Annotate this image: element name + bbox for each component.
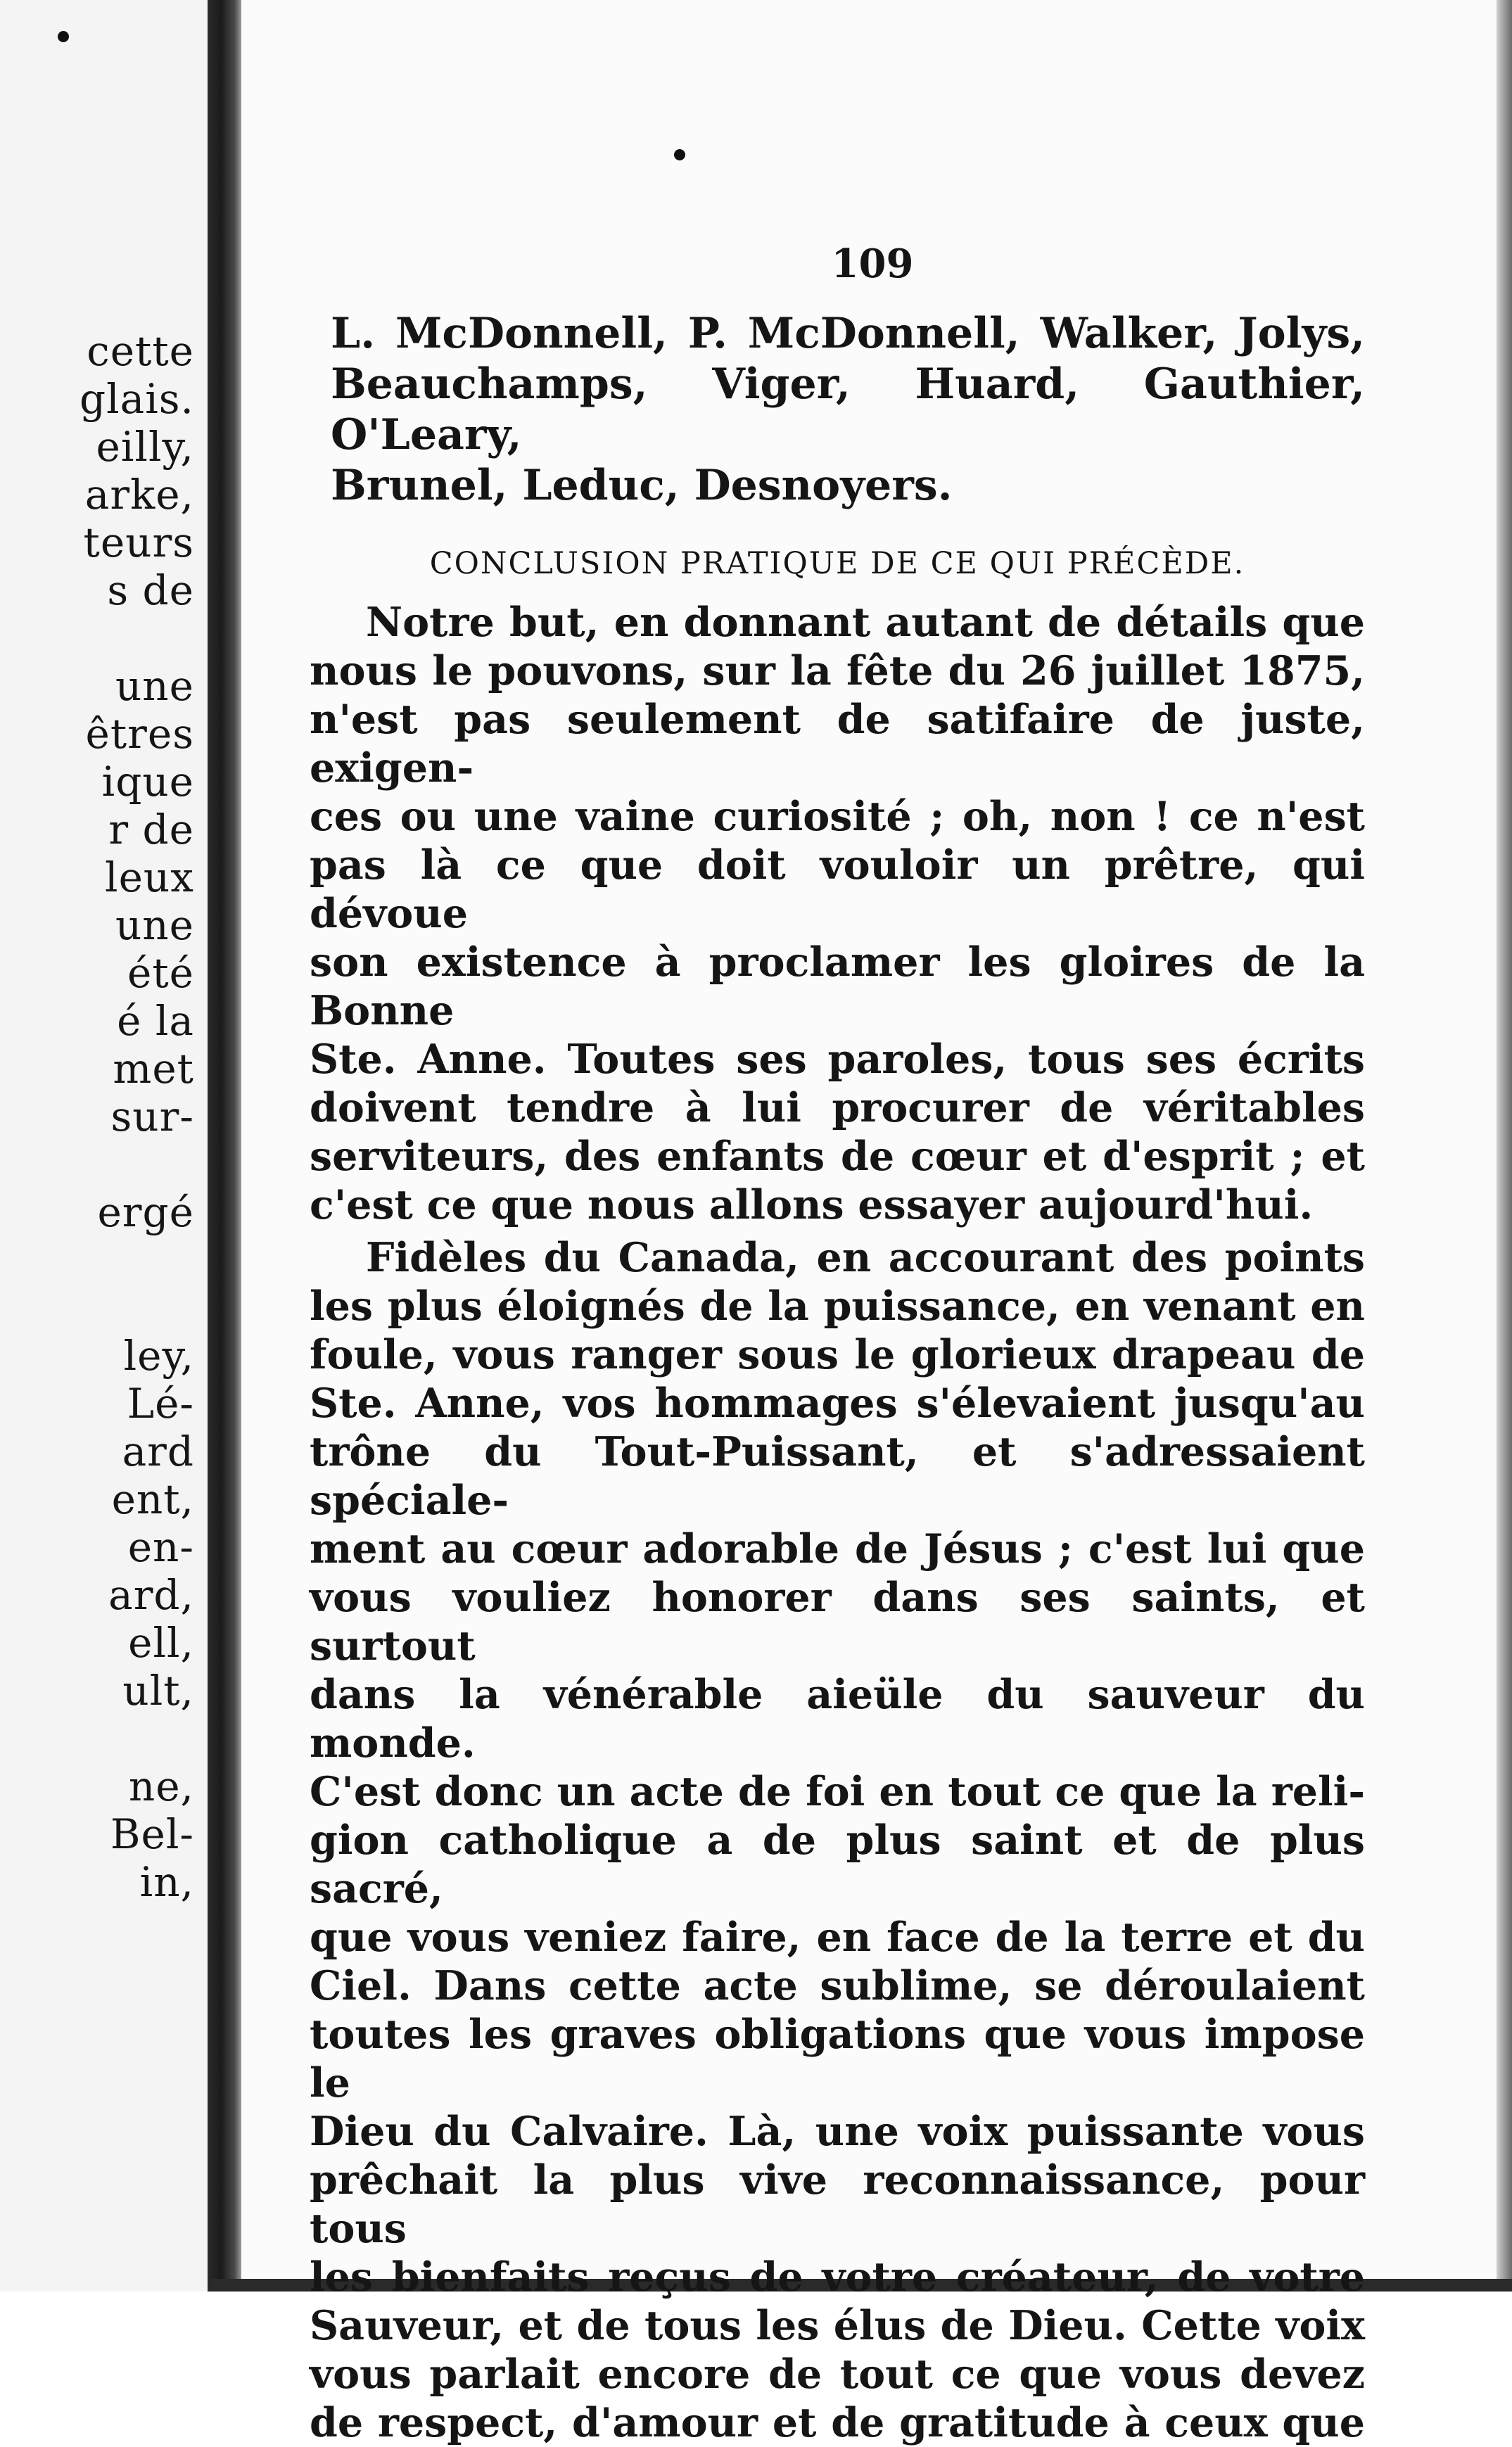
text-line: vous vouliez honorer dans ses saints, et surtout bbox=[310, 1574, 1365, 1670]
left-page-line: cette bbox=[87, 327, 194, 375]
left-page-line: in, bbox=[139, 1858, 194, 1906]
left-page-line: en- bbox=[127, 1523, 194, 1571]
left-page-line: ne, bbox=[128, 1762, 194, 1810]
left-page-line: é la bbox=[117, 997, 194, 1045]
text-line: foule, vous ranger sous le glorieux drapeau de bbox=[310, 1331, 1365, 1378]
text-line: prêchait la plus vive reconnaissance, pour tous bbox=[310, 2156, 1365, 2252]
left-page-line: été bbox=[127, 949, 194, 997]
left-page-line: ard, bbox=[108, 1571, 194, 1619]
book-gutter bbox=[208, 0, 241, 2292]
left-page-line: une bbox=[115, 901, 194, 949]
left-page-line: r de bbox=[108, 806, 194, 853]
text-line: que vous veniez faire, en face de la terre et du bbox=[310, 1914, 1365, 1961]
page-right-edge bbox=[1497, 0, 1512, 2292]
left-page-line: ique bbox=[101, 758, 194, 806]
left-page-line: êtres bbox=[85, 710, 194, 758]
text-line: C'est donc un acte de foi en tout ce que la reli- bbox=[310, 1768, 1365, 1815]
text-line: Dieu du Calvaire. Là, une voix puissante vous bbox=[310, 2108, 1365, 2155]
names-line: Beauchamps, Viger, Huard, Gauthier, O'Leary, bbox=[331, 360, 1365, 459]
left-page-line: Lé- bbox=[127, 1380, 194, 1428]
names-line: L. McDonnell, P. McDonnell, Walker, Jolys, bbox=[331, 309, 1365, 358]
left-page-line: ent, bbox=[111, 1475, 194, 1523]
text-line: Ste. Anne. Toutes ses paroles, tous ses écrits bbox=[310, 1036, 1365, 1083]
text-line: Sauveur, et de tous les élus de Dieu. Cette voix bbox=[310, 2302, 1365, 2349]
left-page-line: teurs bbox=[83, 519, 194, 566]
text-line: Notre but, en donnant autant de détails que bbox=[366, 599, 1365, 646]
text-line: ces ou une vaine curiosité ; oh, non ! ce n'est bbox=[310, 793, 1365, 840]
paragraph-2 bbox=[310, 1233, 1365, 2447]
left-page-line: arke, bbox=[84, 471, 194, 519]
text-line: c'est ce que nous allons essayer aujourd'hui. bbox=[310, 1181, 1314, 1228]
text-line: pas là ce que doit vouloir un prêtre, qui dévoue bbox=[310, 841, 1365, 937]
left-page-line: Bel- bbox=[110, 1810, 194, 1858]
left-page-line: ell, bbox=[128, 1619, 194, 1667]
left-page-line: eilly, bbox=[96, 423, 194, 471]
page-number: 109 bbox=[831, 241, 914, 287]
text-line: Ste. Anne, vos hommages s'élevaient jusqu'au bbox=[310, 1380, 1365, 1427]
text-line: son existence à proclamer les gloires de la Bonne bbox=[310, 939, 1365, 1034]
left-page-line: ley, bbox=[123, 1332, 194, 1380]
page-content bbox=[310, 232, 1365, 2447]
text-line: de respect, d'amour et de gratitude à ceux que bbox=[310, 2399, 1365, 2446]
left-page-line: ard bbox=[122, 1428, 194, 1475]
section-heading: CONCLUSION PRATIQUE DE CE QUI PRÉCÈDE. bbox=[429, 546, 1245, 581]
text-line: toutes les graves obligations que vous impose le bbox=[310, 2011, 1365, 2106]
left-page-line: leux bbox=[105, 853, 194, 901]
left-page-line: met bbox=[113, 1045, 194, 1093]
paragraph-1 bbox=[310, 598, 1365, 1229]
left-page-line: s de bbox=[107, 566, 194, 614]
text-line: vous parlait encore de tout ce que vous devez bbox=[310, 2351, 1365, 2398]
names-list bbox=[310, 308, 1365, 511]
ink-speck bbox=[674, 149, 685, 160]
text-line: serviteurs, des enfants de cœur et d'esprit ; et bbox=[310, 1133, 1365, 1180]
left-page-line: ergé bbox=[97, 1188, 194, 1236]
ink-speck bbox=[58, 31, 69, 42]
text-line: ment au cœur adorable de Jésus ; c'est lui que bbox=[310, 1525, 1365, 1572]
left-facing-page bbox=[0, 0, 211, 2292]
text-line: doivent tendre à lui procurer de véritables bbox=[310, 1084, 1365, 1131]
text-line: les bienfaits reçus de votre créateur, de votre bbox=[310, 2254, 1365, 2301]
text-line: Fidèles du Canada, en accourant des points bbox=[366, 1234, 1365, 1281]
left-page-line: une bbox=[115, 662, 194, 710]
text-line: nous le pouvons, sur la fête du 26 juillet 1875, bbox=[310, 647, 1365, 694]
text-line: Ciel. Dans cette acte sublime, se déroulaient bbox=[310, 1962, 1365, 2009]
left-page-line: sur- bbox=[110, 1093, 194, 1140]
left-page-line: ult, bbox=[122, 1667, 194, 1715]
names-line: Brunel, Leduc, Desnoyers. bbox=[331, 461, 953, 510]
text-line: dans la vénérable aieüle du sauveur du monde. bbox=[310, 1671, 1365, 1767]
left-page-line: glais. bbox=[79, 375, 194, 423]
text-line: trône du Tout-Puissant, et s'adressaient spéciale- bbox=[310, 1428, 1365, 1524]
text-line: n'est pas seulement de satifaire de juste, exigen- bbox=[310, 696, 1365, 792]
text-line: gion catholique a de plus saint et de plus sacré, bbox=[310, 1817, 1365, 1912]
text-line: les plus éloignés de la puissance, en venant en bbox=[310, 1283, 1365, 1330]
